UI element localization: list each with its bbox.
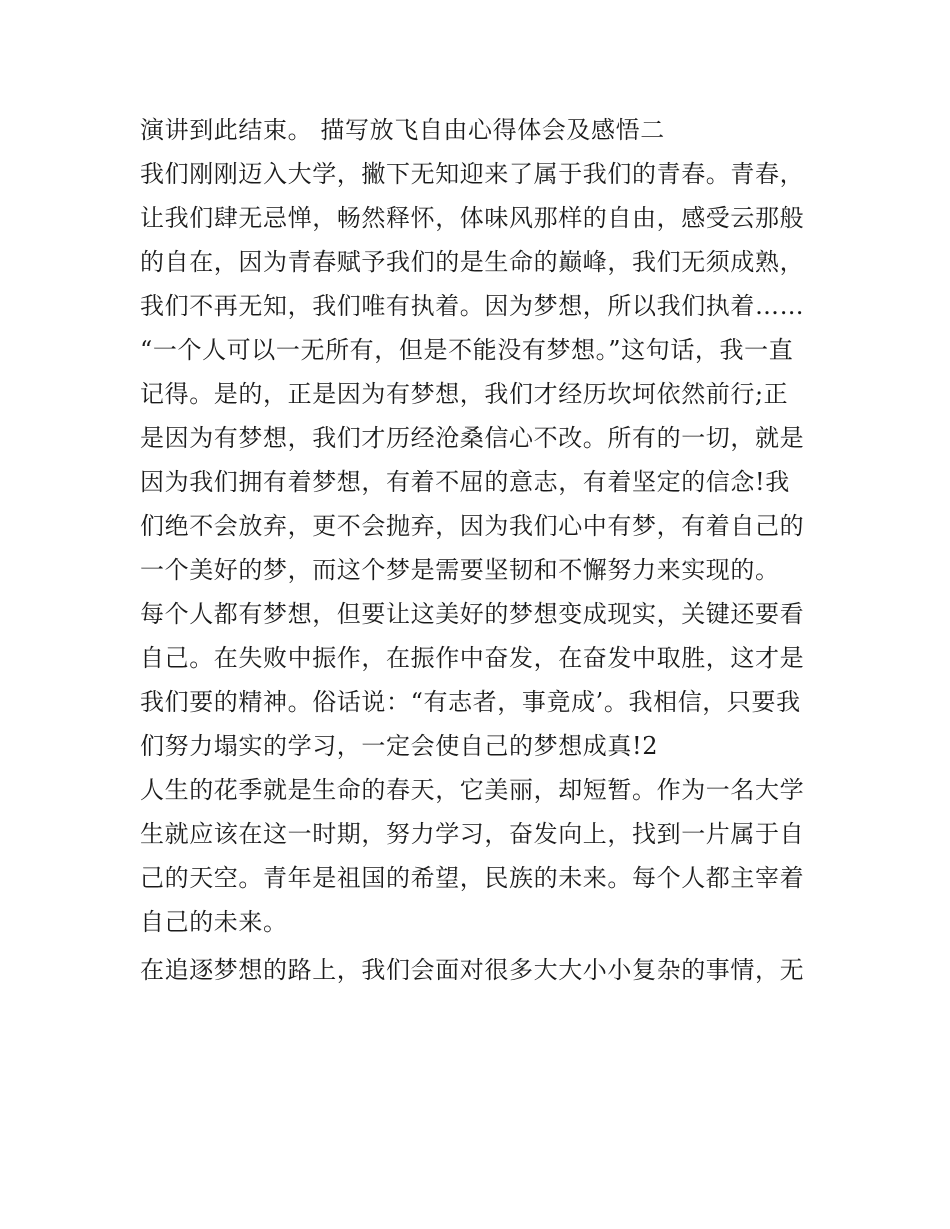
text-line: 人生的花季就是生命的春天，它美丽，却短暂。作为一名大学 [140, 776, 805, 804]
text-line: 的自在，因为青春赋予我们的是生命的巅峰，我们无须成熟， [140, 248, 805, 276]
text-line: 们绝不会放弃，更不会抛弃，因为我们心中有梦，有着自己的 [140, 512, 805, 540]
text-line: 自己的未来。 [140, 908, 288, 936]
text-line: 我们刚刚迈入大学，撇下无知迎来了属于我们的青春。青春， [140, 160, 805, 188]
text-line: “一个人可以一无所有，但是不能没有梦想。”这句话，我一直 [140, 336, 794, 364]
text-line: 己的天空。青年是祖国的希望，民族的未来。每个人都主宰着 [140, 864, 805, 892]
text-line: 让我们肆无忌惮，畅然释怀，体味风那样的自由，感受云那般 [140, 204, 805, 232]
text-line: 我们不再无知，我们唯有执着。因为梦想，所以我们执着…… [140, 292, 805, 320]
body-text [140, 108, 820, 992]
text-line: 们努力塌实的学习，一定会使自己的梦想成真!2 [140, 732, 659, 760]
text-line: 演讲到此结束。 描写放飞自由心得体会及感悟二 [140, 116, 665, 144]
text-line: 自己。在失败中振作，在振作中奋发，在奋发中取胜，这才是 [140, 644, 805, 672]
text-line: 生就应该在这一时期，努力学习，奋发向上，找到一片属于自 [140, 820, 805, 848]
text-line: 因为我们拥有着梦想，有着不屈的意志，有着坚定的信念!我 [140, 468, 790, 496]
text-line: 是因为有梦想，我们才历经沧桑信心不改。所有的一切，就是 [140, 424, 805, 452]
text-line: 每个人都有梦想，但要让这美好的梦想变成现实，关键还要看 [140, 600, 805, 628]
text-line: 一个美好的梦，而这个梦是需要坚韧和不懈努力来实现的。 [140, 556, 780, 584]
text-line: 记得。是的，正是因为有梦想，我们才经历坎坷依然前行;正 [140, 380, 789, 408]
text-line: 在追逐梦想的路上，我们会面对很多大大小小复杂的事情，无 [140, 956, 805, 984]
text-line: 我们要的精神。俗话说：“有志者，事竟成’。我相信，只要我 [140, 688, 801, 716]
